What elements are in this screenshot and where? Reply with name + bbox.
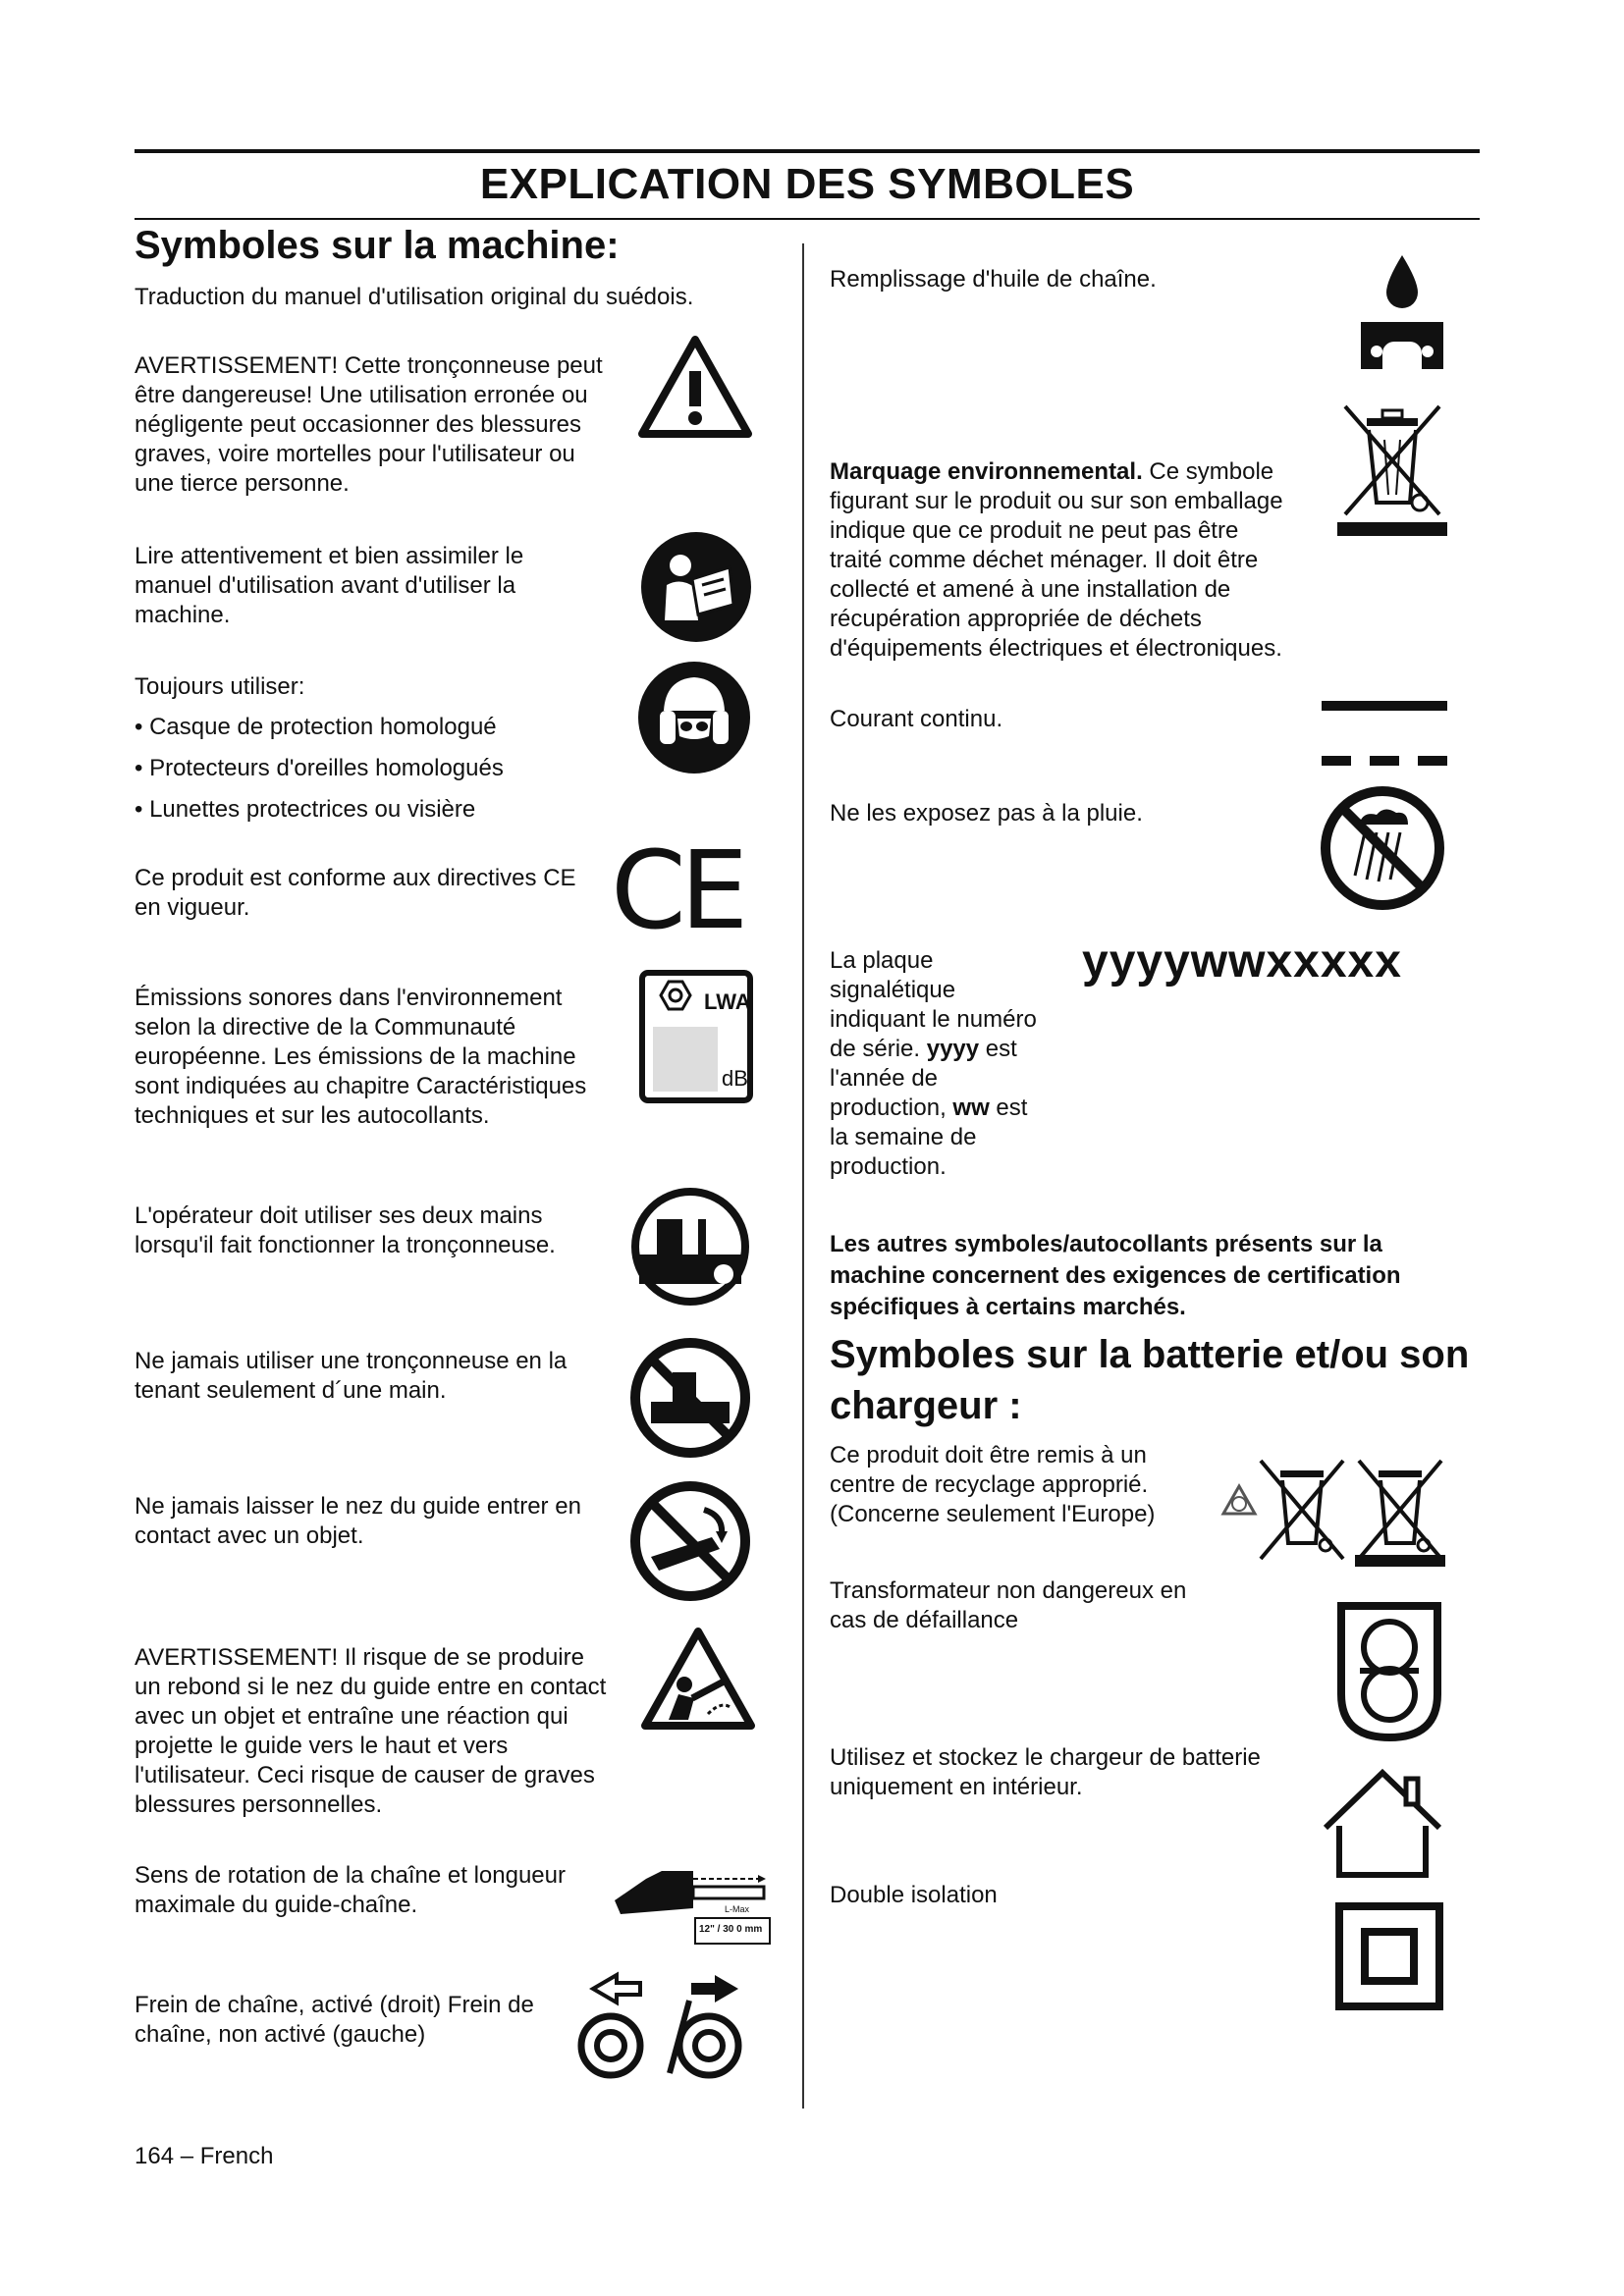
chain-rotation-icon [611, 1849, 772, 1948]
brake-text: Frein de chaîne, activé (droit) Frein de chaîne, non activé (gauche) [135, 1992, 534, 2048]
rain-text: Ne les exposez pas à la pluie. [830, 800, 1143, 827]
two-hands-icon [629, 1186, 751, 1308]
two-hands-text: L'opérateur doit utiliser ses deux mains lorsqu'il fait fonctionner la tronçonneuse. [135, 1202, 556, 1258]
noise-lwa-label: LWA [704, 989, 751, 1014]
plate-year-text: est l'année de production, [830, 1036, 1017, 1121]
other-symbols-text: Les autres symboles/autocollants présents sur la machine concernent des exigences de certification spécifiques à certains marchés. [830, 1231, 1401, 1320]
translation-note: Traduction du manuel d'utilisation original du suédois. [135, 284, 694, 310]
no-rain-icon [1320, 785, 1445, 911]
battery-weee-icon [1255, 1457, 1349, 1569]
machine-heading: Symboles sur la machine: [135, 224, 620, 267]
read-manual-text: Lire attentivement et bien assimiler le manuel d'utilisation avant d'utiliser la machine. [135, 543, 524, 628]
noise-text: Émissions sonores dans l'environnement selon la directive de la Communauté européenne. Les émissions de la machine sont indiquées au chapitre Caractéristiques techniques et sur les autocollants. [135, 985, 587, 1129]
page-title: EXPLICATION DES SYMBOLES [479, 160, 1135, 208]
chain-oil-icon [1355, 251, 1449, 373]
noise-emission-icon [639, 970, 753, 1103]
oil-text: Remplissage d'huile de chaîne. [830, 266, 1157, 293]
dc-text: Courant continu. [830, 706, 1003, 732]
top-rule [135, 149, 1480, 153]
no-one-hand-icon [629, 1337, 751, 1459]
plate-week-text: est la semaine de production. [830, 1095, 1028, 1180]
chain-brake-icon [571, 1971, 752, 2081]
plate-yyyy: yyyy [926, 1036, 980, 1062]
environmental-body: Ce symbole figurant sur le produit ou sur son emballage indique que ce produit ne peut pas être traité comme déchet ménager. Il doit être collecté et amené à une installation de récupération appropriée de déchets d'équipements électriques et électroniques. [830, 458, 1283, 662]
rating-plate-text [830, 946, 1051, 1182]
direct-current-icon [1322, 699, 1447, 770]
noise-db-label: dB [722, 1066, 748, 1091]
ppe-list [135, 713, 625, 836]
column-divider [802, 243, 804, 2109]
serial-format: yyyywwxxxxx [1082, 935, 1402, 988]
rotation-length-label: 12" / 30 0 mm [699, 1924, 763, 1935]
double-insulation-icon [1335, 1902, 1443, 2010]
plate-ww: ww [952, 1095, 990, 1121]
double-insulation-text: Double isolation [830, 1882, 998, 1908]
battery-heading: Symboles sur la batterie et/ou son chargeur : [830, 1333, 1470, 1427]
kickback-text: AVERTISSEMENT! Il risque de se produire un rebond si le nez du guide entre en contact avec un objet et entraîne une réaction qui projette le guide vers le haut et vers l'utilisateur. Ceci risque de causer de graves blessures personnelles. [135, 1644, 607, 1818]
environmental-text [830, 457, 1291, 664]
no-nose-contact-icon [629, 1480, 751, 1602]
rotation-lmax-label: L-Max [725, 1904, 750, 1914]
kickback-warning-icon [639, 1626, 757, 1732]
warning-text: AVERTISSEMENT! Cette tronçonneuse peut être dangereuse! Une utilisation erronée ou négligente peut occasionner des blessures graves, voire mortelles pour l'utilisateur ou une tierce personne. [135, 352, 603, 497]
ppe-item: • Lunettes protectrices ou visière [135, 795, 625, 825]
recycle-text: Ce produit doit être remis à un centre de recyclage approprié. (Concerne seulement l'Europe) [830, 1442, 1156, 1527]
protective-equipment-icon [636, 660, 752, 775]
ce-text: Ce produit est conforme aux directives CE en vigueur. [135, 865, 576, 921]
indoor-house-icon [1320, 1765, 1445, 1879]
ppe-item: • Casque de protection homologué [135, 713, 625, 742]
ce-mark-icon: CE [611, 828, 743, 953]
safety-transformer-icon [1335, 1600, 1443, 1743]
page-footer: 164 – French [135, 2143, 274, 2169]
warning-triangle-icon [636, 334, 754, 440]
charger-weee-icon [1353, 1457, 1447, 1569]
one-hand-text: Ne jamais utiliser une tronçonneuse en la tenant seulement d´une main. [135, 1348, 568, 1404]
read-manual-icon [639, 530, 753, 644]
environmental-label: Marquage environnemental. [830, 458, 1143, 485]
rotation-text: Sens de rotation de la chaîne et longueur maximale du guide-chaîne. [135, 1862, 566, 1918]
transformer-text: Transformateur non dangereux en cas de défaillance [830, 1577, 1187, 1633]
ppe-item: • Protecteurs d'oreilles homologués [135, 754, 625, 783]
recycle-icon [1219, 1482, 1259, 1522]
indoor-text: Utilisez et stockez le chargeur de batterie uniquement en intérieur. [830, 1744, 1261, 1800]
always-use-label: Toujours utiliser: [135, 673, 305, 700]
nose-contact-text: Ne jamais laisser le nez du guide entrer en contact avec un objet. [135, 1493, 581, 1549]
weee-bin-icon [1337, 399, 1447, 540]
plate-intro: La plaque signalétique indiquant le numéro de série. [830, 947, 1037, 1062]
